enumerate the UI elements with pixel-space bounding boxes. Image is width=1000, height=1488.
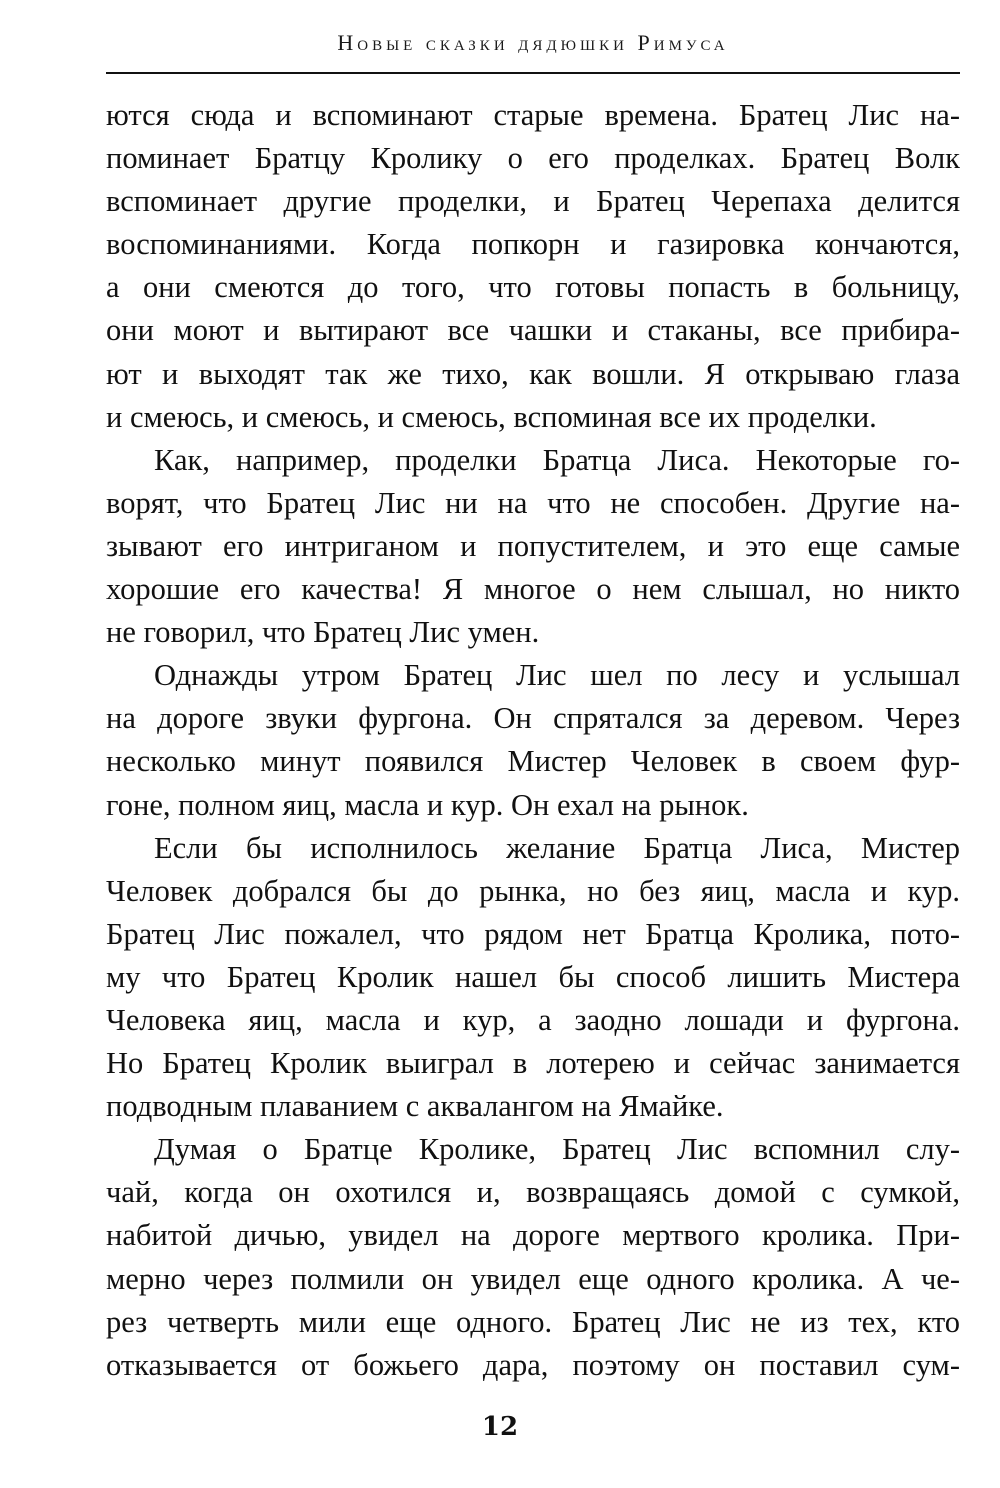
text-line: Если бы исполнилось желание Братца Лиса, Мистер (154, 830, 960, 865)
running-header: Новые сказки дядюшки Римуса (337, 30, 729, 55)
text-line: рез четверть мили еще одного. Братец Лис не из тех, кто (106, 1304, 960, 1339)
text-line: Однажды утром Братец Лис шел по лесу и услышал (154, 658, 960, 693)
text-line: зывают его интриганом и попустителем, и это еще самые (106, 528, 960, 563)
text-line: не говорил, что Братец Лис умен. (106, 615, 540, 650)
text-line: а они смеются до того, что готовы попасть в больницу, (106, 270, 960, 305)
text-line: несколько минут появился Мистер Человек в своем фур- (106, 744, 960, 779)
text-line: чай, когда он охотился и, возвращаясь домой с сумкой, (106, 1175, 960, 1210)
header-rule (106, 72, 960, 74)
text-line: ют и выходят так же тихо, как вошли. Я открываю глаза (106, 356, 960, 391)
body-text (106, 94, 960, 1387)
text-line: поминает Братцу Кролику о его проделках. Братец Волк (106, 141, 960, 176)
text-line: гоне, полном яиц, масла и кур. Он ехал на рынок. (106, 787, 749, 822)
page-number: 12 (481, 1412, 519, 1442)
text-line: подводным плаванием с аквалангом на Ямайке. (106, 1089, 724, 1124)
text-line: отказывается от божьего дара, поэтому он поставил сум- (106, 1347, 960, 1382)
text-line: ются сюда и вспоминают старые времена. Братец Лис на- (106, 98, 960, 132)
text-line: хорошие его качества! Я многое о нем слышал, но никто (106, 572, 960, 607)
text-line: Как, например, проделки Братца Лиса. Некоторые го- (154, 442, 960, 477)
text-line: набитой дичью, увидел на дороге мертвого кролика. При- (106, 1218, 960, 1253)
text-line: Думая о Братце Кролике, Братец Лис вспомнил слу- (154, 1132, 960, 1167)
text-line: му что Братец Кролик нашел бы способ лишить Мистера (106, 959, 960, 994)
text-line: на дороге звуки фургона. Он спрятался за деревом. Через (106, 701, 960, 736)
text-line: ворят, что Братец Лис ни на что не способен. Другие на- (106, 485, 960, 520)
text-line: Человек добрался бы до рынка, но без яиц, масла и кур. (106, 873, 960, 908)
text-line: Но Братец Кролик выиграл в лотерею и сейчас занимается (106, 1046, 960, 1081)
text-line: воспоминаниями. Когда попкорн и газировка кончаются, (106, 227, 960, 262)
text-line: и смеюсь, и смеюсь, и смеюсь, вспоминая все их проделки. (106, 399, 877, 434)
text-line: Братец Лис пожалел, что рядом нет Братца Кролика, пото- (106, 916, 960, 951)
text-line: вспоминает другие проделки, и Братец Черепаха делится (106, 184, 960, 219)
text-line: мерно через полмили он увидел еще одного кролика. А че- (106, 1261, 960, 1296)
text-line: Человека яиц, масла и кур, а заодно лошади и фургона. (106, 1002, 960, 1037)
text-line: они моют и вытирают все чашки и стаканы, все прибира- (106, 313, 960, 348)
